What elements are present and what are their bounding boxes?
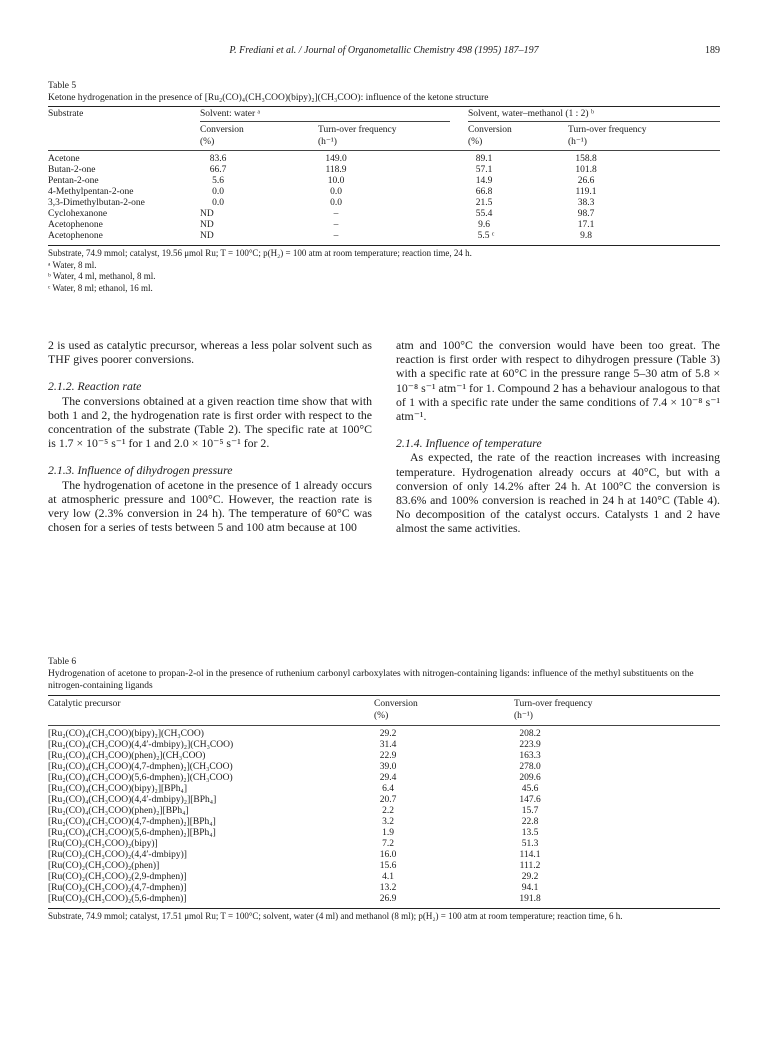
- table6-row-conv: 7.2: [382, 839, 394, 849]
- table5-bottom-rule: [48, 245, 720, 246]
- table6-row-tof: 163.3: [519, 751, 541, 761]
- table5-row-conv1: 66.7: [209, 165, 227, 175]
- table5-row-substrate: Acetophenone: [48, 231, 103, 241]
- table5-footnotes: [48, 248, 720, 294]
- table6-row-conv: 29.2: [379, 729, 397, 739]
- table5-row-tof2: 119.1: [575, 187, 597, 197]
- table5-row-tof1: 118.9: [325, 165, 347, 175]
- table6-row-tof: 209.6: [519, 773, 541, 783]
- table5-row-substrate: 3,3-Dimethylbutan-2-one: [48, 198, 145, 208]
- table5-row-substrate: Acetophenone: [48, 220, 103, 230]
- table5-header-rule: [48, 150, 720, 151]
- table6-row-conv: 22.9: [379, 751, 397, 761]
- table6-caption: Hydrogenation of acetone to propan-2-ol in the presence of ruthenium carbonyl carboxylates with nitrogen-containing ligands: influence of the methyl substituents on the nitrogen-containing ligands: [48, 669, 694, 691]
- table6-conv-header: Conversion: [374, 699, 418, 709]
- table6-row-precursor: [Ru₂(CO)₄(CH₃COO)(bipy)₂](CH₃COO): [48, 729, 204, 739]
- table5-conv-header-1: Conversion: [200, 125, 244, 135]
- table6-row-precursor: [Ru₂(CO)₄(CH₃COO)(phen)₂](CH₃COO): [48, 751, 206, 761]
- table5-label: Table 5: [48, 81, 77, 91]
- table6-row-conv: 13.2: [379, 883, 397, 893]
- table6-tof-header: Turn-over frequency: [514, 699, 593, 709]
- table6-row-tof: 13.5: [521, 828, 539, 838]
- table5-tof-unit-1: (h⁻¹): [318, 137, 337, 147]
- table5-row-substrate: 4-Methylpentan-2-one: [48, 187, 134, 197]
- table5-conv-unit-2: (%): [468, 137, 483, 147]
- page-number: 189: [705, 45, 720, 56]
- table5-group-water-methanol: Solvent, water–methanol (1 : 2) ᵇ: [468, 109, 594, 119]
- section-heading: 2.1.3. Influence of dihydrogen pressure: [48, 463, 233, 478]
- table6-row-tof: 15.7: [521, 806, 539, 816]
- table6-row-conv: 15.6: [379, 861, 397, 871]
- table6-row-tof: 278.0: [519, 762, 541, 772]
- table5-row-tof1: 10.0: [327, 176, 345, 186]
- table5-row-substrate: Butan-2-one: [48, 165, 96, 175]
- paragraph: The hydrogenation of acetone in the presence of 1 already occurs at atmospheric pressure and 100°C. However, the reaction rate is very low (2.3% conversion in 24 h). The temperature of 60°C was chosen for a series of tests between 5 and 100 atm because at 100: [48, 477, 372, 535]
- table5-row-conv2: 55.4: [475, 209, 493, 219]
- table6-row-precursor: [Ru(CO)₂(CH₃COO)₂(4,7-dmphen)]: [48, 883, 187, 893]
- table6-row-conv: 3.2: [382, 817, 394, 827]
- table6-top-rule: [48, 695, 720, 696]
- table5-row-tof2: 9.8: [580, 231, 592, 241]
- table5-footnote: ᵃ Water, 8 ml.: [48, 259, 97, 270]
- table5-row-conv1: 5.6: [212, 176, 224, 186]
- table6-row-conv: 20.7: [379, 795, 397, 805]
- table6-row-tof: 45.6: [521, 784, 539, 794]
- table6-row-conv: 1.9: [382, 828, 394, 838]
- table5-col-substrate: Substrate: [48, 109, 84, 119]
- table6-col-precursor: Catalytic precursor: [48, 699, 121, 709]
- table6-conv-unit: (%): [374, 711, 389, 721]
- table5-row-tof2: 17.1: [577, 220, 595, 230]
- table6-row-tof: 51.3: [521, 839, 539, 849]
- table6-row-tof: 94.1: [521, 883, 539, 893]
- table5-row-conv1: 83.6: [209, 154, 227, 164]
- table6-row-precursor: [Ru₂(CO)₄(CH₃COO)(5,6-dmphen)₂](CH₃COO): [48, 773, 233, 783]
- table5-row-tof2: 26.6: [577, 176, 595, 186]
- table6-row-precursor: [Ru₂(CO)₄(CH₃COO)(4,4′-dmbipy)₂][BPh₄]: [48, 795, 217, 805]
- table6-row-conv: 39.0: [379, 762, 397, 772]
- table5-footnote: Substrate, 74.9 mmol; catalyst, 19.56 μmol Ru; T = 100°C; p(H₂) = 100 atm at room temperature; reaction time, 24 h.: [48, 248, 472, 258]
- table6-row-precursor: [Ru(CO)₂(CH₃COO)₂(4,4′-dmbipy)]: [48, 850, 187, 860]
- table5-row-tof1: 149.0: [325, 154, 347, 164]
- table6-row-precursor: [Ru₂(CO)₄(CH₃COO)(phen)₂][BPh₄]: [48, 806, 189, 816]
- section-heading: 2.1.2. Reaction rate: [48, 379, 142, 394]
- table6-footnote: Substrate, 74.9 mmol; catalyst, 17.51 μmol Ru; T = 100°C; solvent, water (4 ml) and methanol (8 ml); p(H₂) = 100 atm at room temperature; reaction time, 6 h.: [48, 911, 623, 921]
- body-right-column: [396, 338, 720, 536]
- table5-tof-header-1: Turn-over frequency: [318, 125, 397, 135]
- body-left-column: [48, 338, 372, 534]
- table5-row-conv1: ND: [200, 209, 214, 219]
- table6-row-precursor: [Ru₂(CO)₄(CH₃COO)(bipy)₂][BPh₄]: [48, 784, 187, 794]
- table5-row-conv2: 89.1: [475, 154, 493, 164]
- table5-row-tof1: –: [333, 231, 339, 241]
- table5-caption: Ketone hydrogenation in the presence of [Ru₂(CO)₄(CH₃COO)(bipy)₂](CH₃COO): influence of the ketone structure: [48, 93, 489, 103]
- table6-header-rule: [48, 725, 720, 726]
- table6-caption-block: [48, 656, 720, 692]
- table6-row-conv: 16.0: [379, 850, 397, 860]
- table5-tof-header-2: Turn-over frequency: [568, 125, 647, 135]
- table6-row-conv: 31.4: [379, 740, 397, 750]
- journal-citation: P. Frediani et al. / Journal of Organometallic Chemistry 498 (1995) 187–197: [229, 45, 539, 56]
- table5-footnote: ᶜ Water, 8 ml; ethanol, 16 ml.: [48, 282, 153, 293]
- table5-row-conv2: 9.6: [478, 220, 490, 230]
- table5-row-tof2: 158.8: [575, 154, 597, 164]
- table6-row-tof: 223.9: [519, 740, 541, 750]
- table6-row-precursor: [Ru₂(CO)₄(CH₃COO)(4,7-dmphen)₂][BPh₄]: [48, 817, 216, 827]
- table6-row-precursor: [Ru(CO)₂(CH₃COO)₂(2,9-dmphen)]: [48, 872, 187, 882]
- table5-row-tof1: 0.0: [330, 187, 342, 197]
- table6-row-tof: 29.2: [521, 872, 539, 882]
- table6-label: Table 6: [48, 657, 77, 667]
- table6-row-conv: 6.4: [382, 784, 394, 794]
- table5-row-conv2: 14.9: [475, 176, 493, 186]
- table5-row-substrate: Pentan-2-one: [48, 176, 99, 186]
- section-heading: 2.1.4. Influence of temperature: [396, 436, 542, 451]
- paragraph: As expected, the rate of the reaction increases with increasing temperature. Hydrogenation already occurs at 40°C, but with a conversion of only 14.2% after 24 h. At 100°C the conversion is 83.6% and 100% conversion is reached in 24 h at 140°C (Table 4). No decomposition of the catalyst occurs. Catalysts 1 and 2 have almost the same activities.: [396, 450, 720, 536]
- table6-row-precursor: [Ru₂(CO)₄(CH₃COO)(5,6-dmphen)₂][BPh₄]: [48, 828, 216, 838]
- table5-top-rule: [48, 106, 720, 107]
- table6-row-tof: 191.8: [519, 894, 541, 904]
- table5-conv-unit-1: (%): [200, 137, 215, 147]
- table6-row-conv: 4.1: [382, 872, 394, 882]
- table6-row-precursor: [Ru(CO)₂(CH₃COO)₂(bipy)]: [48, 839, 158, 849]
- table6-row-conv: 26.9: [379, 894, 397, 904]
- paragraph: atm and 100°C the conversion would have been too great. The reaction is first order with respect to dihydrogen pressure (Table 3) with a specific rate at 60°C in the pressure range 5–30 atm of 5.8 × 10⁻⁸ s⁻¹ atm⁻¹ for 1. Compound 2 has a behaviour analogous to that of 1 with a specific rate under the same conditions of 7.4 × 10⁻⁸ s⁻¹ atm⁻¹.: [396, 338, 720, 424]
- table6-row-tof: 111.2: [519, 861, 541, 871]
- table5-row-conv2: 57.1: [475, 165, 493, 175]
- table5-row-tof2: 38.3: [577, 198, 595, 208]
- table5-row-conv1: 0.0: [212, 187, 224, 197]
- table5-row-conv1: ND: [200, 231, 214, 241]
- table5-row-tof1: –: [333, 220, 339, 230]
- table5-group1-rule: [200, 121, 450, 122]
- table6-row-tof: 22.8: [521, 817, 539, 827]
- table5-row-tof1: 0.0: [330, 198, 342, 208]
- table6-row-tof: 147.6: [519, 795, 541, 805]
- table5-footnote: ᵇ Water, 4 ml, methanol, 8 ml.: [48, 271, 156, 281]
- table5-row-substrate: Cyclohexanone: [48, 209, 108, 219]
- table5-conv-header-2: Conversion: [468, 125, 512, 135]
- paragraph: 2 is used as catalytic precursor, whereas a less polar solvent such as THF gives poorer conversions.: [48, 338, 372, 367]
- table6-row-precursor: [Ru₂(CO)₄(CH₃COO)(4,7-dmphen)₂](CH₃COO): [48, 762, 233, 772]
- table6-row-conv: 2.2: [382, 806, 394, 816]
- table6-row-precursor: [Ru(CO)₂(CH₃COO)₂(5,6-dmphen)]: [48, 894, 187, 904]
- table6-tof-unit: (h⁻¹): [514, 711, 533, 721]
- table5-row-conv1: ND: [200, 220, 214, 230]
- table5-group-water: Solvent: water ᵃ: [200, 109, 261, 119]
- table5-row-conv1: 0.0: [212, 198, 224, 208]
- table5-row-tof2: 98.7: [577, 209, 595, 219]
- table5-row-tof2: 101.8: [575, 165, 597, 175]
- table5-caption-block: [48, 80, 720, 104]
- table6-row-tof: 114.1: [519, 850, 541, 860]
- table5-row-conv2: 66.8: [475, 187, 493, 197]
- table6-row-precursor: [Ru(CO)₂(CH₃COO)₂(phen)]: [48, 861, 160, 871]
- paragraph: The conversions obtained at a given reaction time show that with both 1 and 2, the hydrogenation rate is first order with respect to the concentration of the substrate (Table 2). The specific rate at 100°C is 1.7 × 10⁻⁵ s⁻¹ for 1 and 2.0 × 10⁻⁵ s⁻¹ for 2.: [48, 393, 372, 451]
- table6-bottom-rule: [48, 908, 720, 909]
- table5-tof-unit-2: (h⁻¹): [568, 137, 587, 147]
- table6-row-conv: 29.4: [379, 773, 397, 783]
- table5-row-conv2: 21.5: [475, 198, 493, 208]
- table5-row-conv2: 5.5 ᶜ: [477, 231, 495, 241]
- table5-group2-rule: [468, 121, 720, 122]
- table6-row-tof: 208.2: [519, 729, 541, 739]
- table6-row-precursor: [Ru₂(CO)₄(CH₃COO)(4,4′-dmbipy)₂](CH₃COO): [48, 740, 234, 750]
- table5-row-tof1: –: [333, 209, 339, 219]
- table5-row-substrate: Acetone: [48, 154, 80, 164]
